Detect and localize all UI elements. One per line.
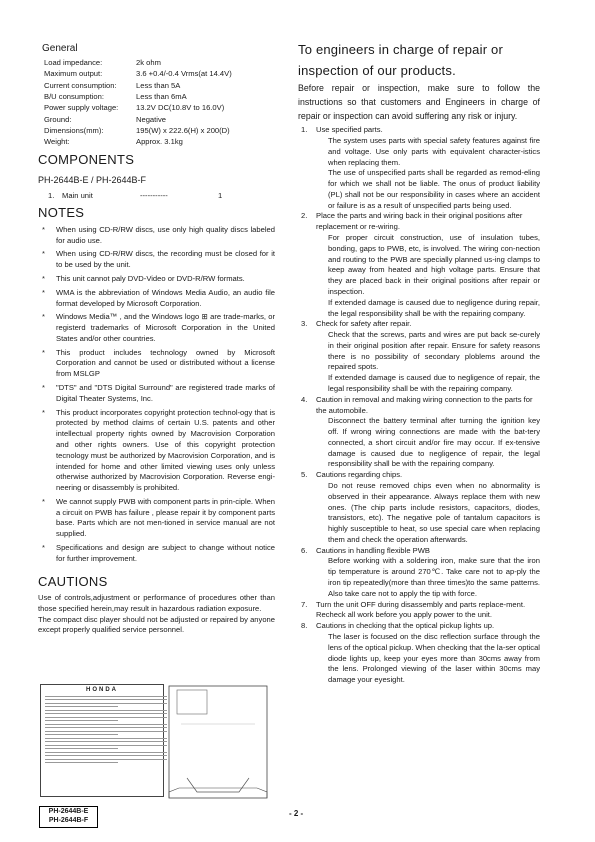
note-text: When using CD-R/RW discs, the recording must be closed for it to be used by the unit. (56, 249, 275, 270)
note-text: When using CD-R/RW discs, use only high quality discs labeled for audio use. (56, 224, 275, 245)
label-text-line (45, 752, 167, 753)
right-column (298, 40, 540, 686)
label-text-line (45, 762, 118, 763)
step-paragraph: For proper circuit construction, use of insulation tubes, bonding, gaps to PWB, etc, is involved. The wiring con-nection and routing to the PWB are specially planned us-ing clamps to keep away from heated and high voltage parts. Ensure that they are placed back in their original positions after repair or inspection. (328, 233, 540, 296)
spec-value: Less than 6mA (136, 92, 187, 102)
step-paragraph: The use of unspecified parts shall be regarded as remod-eling for which we shall not be liable. The onus of product liability (PL) shall not be our responsibility in cases where an accident or failure is as a result of unspecified parts being used. (328, 168, 540, 210)
note-bullet: * (42, 224, 45, 234)
repair-step (298, 125, 540, 211)
label-text-line (45, 706, 118, 707)
spec-table (44, 58, 232, 148)
notes-list (38, 225, 275, 565)
note-item (38, 543, 275, 565)
spec-value: 195(W) x 222.6(H) x 200(D) (136, 125, 230, 135)
step-number: 6. (301, 545, 308, 555)
spec-label: B/U consumption: (44, 92, 104, 102)
note-item (38, 497, 275, 540)
note-text: This product includes technology owned by Microsoft Corporation and cannot be used or distributed without a license from MSLGP (56, 347, 275, 379)
caution-paragraph: The compact disc player should not be adjusted or repaired by anyone except properly qualified service personnel. (38, 614, 275, 635)
note-item (38, 225, 275, 247)
model-number-e: PH-2644B-E (48, 808, 89, 815)
note-bullet: * (42, 249, 45, 259)
spec-label: Current consumption: (44, 80, 117, 90)
note-text: WMA is the abbreviation of Windows Media Audio, an audio file format developed by Microsoft Corporation. (56, 287, 275, 308)
note-item (38, 408, 275, 494)
step-title: Use specified parts. (316, 125, 383, 135)
label-text-line (45, 703, 167, 704)
note-bullet: * (42, 407, 45, 417)
spec-value: Less than 5A (136, 80, 181, 90)
step-paragraph: Before working with a soldering iron, make sure that the iron tip temperature is around 270℃. Take care not to ap-ply the iron tip repeatedly(more than three times)to the same patterns. Also take care not to apply the tip with force. (328, 556, 540, 598)
spec-value: 3.6 +0.4/-0.4 Vrms(at 14.4V) (136, 69, 232, 79)
repair-step (298, 600, 540, 622)
note-text: This unit cannot paly DVD-Video or DVD-R/RW formats. (56, 274, 245, 284)
spec-row (44, 103, 232, 114)
step-paragraph: The laser is focused on the disc reflection surface through the lens of the optical pickup. When checking that the la-ser optical diode lights up, keep your eyes more than 30cms away from the lens. Prolonged viewing of the laser within 30cms may damage your eyesight. (328, 631, 540, 685)
spec-row (44, 126, 232, 137)
note-bullet: * (42, 496, 45, 506)
note-item (38, 288, 275, 310)
spec-row (44, 92, 232, 103)
label-brand: HONDA (86, 687, 118, 693)
step-paragraph: Disconnect the battery terminal after turning the ignition key off. If wrong wiring connections are made with the bat-tery connected, a short circuit and/or fire may occur. If ex-tensive damage is caused due to negligence of repair, the legal responsibility shall be with the repairing company. (328, 416, 540, 469)
component-name: Main unit (62, 190, 93, 200)
spec-label: Dimensions(mm): (44, 125, 104, 135)
notes-heading: NOTES (38, 205, 85, 221)
label-text-line (45, 731, 167, 732)
label-text-line (45, 759, 167, 760)
step-number: 3. (301, 319, 308, 329)
step-number: 1. (301, 125, 308, 135)
note-item (38, 383, 275, 405)
spec-row (44, 69, 232, 80)
step-number: 4. (301, 394, 308, 404)
step-number: 8. (301, 621, 308, 631)
note-item (38, 274, 275, 285)
note-bullet: * (42, 287, 45, 297)
repair-step (298, 621, 540, 686)
repair-step (298, 319, 540, 394)
page-number: - 2 - (289, 809, 304, 818)
note-text: "DTS" and "DTS Digital Surround" are registered trade marks of Digital Theater Systems, Inc. (56, 383, 275, 403)
spec-row (44, 137, 232, 148)
component-dashes: ----------- (140, 190, 168, 200)
spec-label: Power supply voltage: (44, 103, 119, 113)
component-num: 1. (48, 190, 55, 200)
label-text-line (45, 720, 118, 721)
step-paragraph: Check that the screws, parts and wires are put back se-curely in their original position after repair. Ensure for safety reasons there is no possibility of secondary ploblems around the repaired spots. (328, 330, 540, 372)
spec-value: 2k ohm (136, 58, 161, 68)
label-text-line (45, 741, 167, 742)
note-bullet: * (42, 347, 45, 357)
spec-value: 13.2V DC(10.8V to 16.0V) (136, 103, 225, 113)
components-models: PH-2644B-E / PH-2644B-F (38, 174, 147, 185)
spec-label: Ground: (44, 114, 72, 124)
component-qty: 1 (218, 190, 223, 200)
step-title: Cautions in checking that the optical pickup lights up. (316, 621, 495, 631)
caution-paragraph: Use of controls,adjustment or performance of procedures other than those specified herein,may result in hazardous radiation exposure. (38, 593, 275, 613)
label-text-line (45, 745, 167, 746)
general-heading: General (42, 43, 78, 54)
note-item (38, 312, 275, 344)
left-column (38, 40, 275, 636)
step-paragraph: Do not reuse removed chips even when no abnormality is observed in their appearance. Always replace them with new ones. (The chip parts include resistors, capacitors, diodes, transistors, etc). The negative pole of tantalum capacitors is highly susceptible to heat, so use special care when replacing them and check the operation afterwards. (328, 481, 540, 544)
note-text: Specifications and design are subject to change without notice for further improvement. (56, 542, 275, 563)
step-title: Place the parts and wiring back in their original positions after replacement or re-wiring. (316, 211, 523, 232)
label-text-line (45, 696, 167, 697)
note-bullet: * (42, 383, 45, 393)
label-text-line (45, 748, 118, 749)
label-text-line (45, 724, 167, 725)
note-text: We cannot supply PWB with component parts in prin-ciple. When a circuit on PWB has failure , please repair it by component parts base. Parts which are not men-tioned in service manual are not supplied. (56, 496, 275, 539)
label-text-line (45, 713, 167, 714)
label-text-line (45, 717, 167, 718)
step-paragraph: The system uses parts with special safety features against fire and voltage. Use only parts with equivalent character-istics when replacing them. (328, 136, 540, 167)
repair-step (298, 546, 540, 600)
model-number-box (39, 806, 98, 828)
label-text-line (45, 710, 167, 711)
note-bullet: * (42, 542, 45, 552)
label-text-line (45, 727, 167, 728)
spec-row (44, 58, 232, 69)
note-item (38, 348, 275, 380)
spec-value: Negative (136, 114, 166, 124)
model-number-f: PH-2644B-F (48, 816, 89, 824)
step-number: 7. (301, 599, 308, 609)
step-title: Caution in removal and making wiring connection to the parts for the automobile. (316, 394, 533, 415)
step-title: Cautions regarding chips. (316, 470, 403, 480)
repair-steps (298, 125, 540, 686)
label-text-line (45, 734, 118, 735)
component-item (48, 191, 275, 202)
cautions-heading: CAUTIONS (38, 573, 108, 589)
note-bullet: * (42, 312, 45, 322)
note-bullet: * (42, 274, 45, 284)
repair-title: To engineers in charge of repair or inspection of our products. (298, 42, 504, 78)
step-number: 2. (301, 211, 308, 221)
spec-value: Approx. 3.1kg (136, 137, 183, 147)
note-text: This product incorporates copyright protection technol-ogy that is protected by method claims of certain U.S. patents and other intellectual property rights owned by Macrovision Corporation and other rights owners. Use of this copyright protection tecnology must be authorized by Macrovision Corporation, and is intended for home and other limited viewing uses only unless otherwise authorized by Macrovision Corporation. Reverse engi-neering or disassembly is prohibited. (56, 407, 275, 493)
spec-row (44, 81, 232, 92)
label-text-line (45, 699, 167, 700)
repair-step (298, 470, 540, 545)
unit-outline-illustration (167, 684, 269, 802)
step-paragraph: If extended damage is caused due to negligence of repair, the legal responsibility shall be with the repairing company. (328, 373, 540, 393)
note-item (38, 249, 275, 271)
step-title: Cautions in handling flexible PWB (316, 545, 430, 555)
note-text: Windows Media™ , and the Windows logo ⊞ are trade-marks, or registerd trademarks of Microsoft Corporation in the United States and/or other countries. (56, 312, 275, 343)
repair-intro: Before repair or inspection, make sure to follow the instructions so that customers and Engineers in charge of repair or inspection can avoid suffering any risk or injury. (298, 83, 540, 121)
components-heading: COMPONENTS (38, 152, 135, 168)
spec-label: Load impedance: (44, 58, 103, 68)
components-list (38, 191, 275, 202)
spec-label: Maximum output: (44, 69, 103, 79)
spec-label: Weight: (44, 137, 70, 147)
step-title: Turn the unit OFF during disassembly and parts replace-ment. Recheck all work before you apply power to the unit. (316, 599, 526, 620)
label-text-line (45, 738, 167, 739)
step-number: 5. (301, 470, 308, 480)
repair-step (298, 211, 540, 319)
product-label-illustration (40, 684, 164, 797)
repair-step (298, 395, 540, 470)
spec-row (44, 115, 232, 126)
label-text-line (45, 755, 167, 756)
cautions-text (38, 593, 275, 636)
step-title: Check for safety after repair. (316, 319, 412, 329)
step-paragraph: If extended damage is caused due to negligence during repair, the legal responsibility shall be with the repairing company. (328, 297, 540, 318)
